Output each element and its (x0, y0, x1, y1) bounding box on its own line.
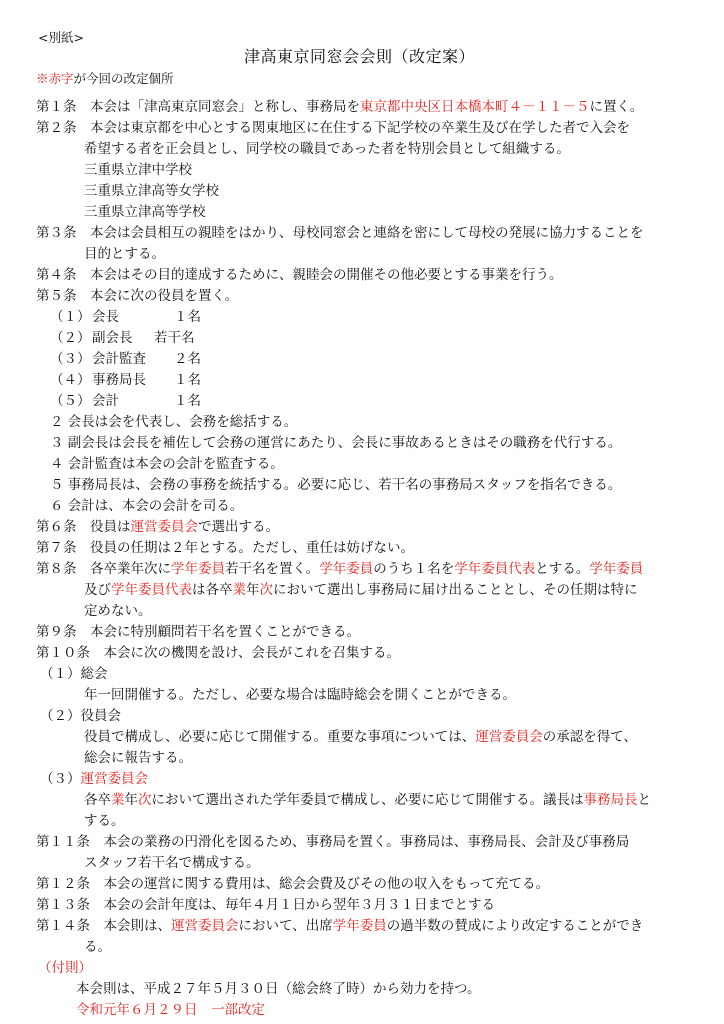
article-10-head: 第１０条 本会に次の機関を設け、会長がこれを召集する。 (36, 645, 400, 661)
body-officers-meeting-line-1 (84, 728, 637, 747)
text-span: 若干名を置く。 (225, 561, 320, 577)
officer-num: （５） (50, 393, 91, 409)
office-address: 東京都中央区日本橋本町４－１１－５ (360, 99, 590, 115)
red-text-span: 業 (232, 582, 246, 598)
article-1 (36, 98, 643, 117)
article-14-line-2: る。 (84, 939, 111, 955)
article-6 (36, 518, 279, 537)
text-span: 第８条 各卒業年次に (36, 561, 171, 577)
red-text-span: 学年委員 (171, 561, 225, 577)
article-4: 第４条 本会はその目的達成するために、親睦会の開催その他必要とする事業を行う。 (36, 267, 563, 283)
text-span: 年 (124, 792, 138, 808)
text-span: のうち１名を (373, 561, 455, 577)
red-text-span: 事務局長 (583, 792, 638, 808)
article-7: 第７条 役員の任期は２年とする。ただし、重任は妨げない。 (36, 540, 414, 556)
text-span: 第６条 役員は (36, 519, 131, 535)
officer-role: 会計監査 (92, 351, 146, 367)
article-1-end: に置く。 (589, 99, 644, 115)
article-1-text: 第１条 本会は「津高東京同窓会」と称し、事務局を (36, 99, 360, 115)
text-span: とする。 (535, 561, 590, 577)
officer-num: （３） (50, 351, 91, 367)
red-text-span: 学年委員 (589, 561, 644, 577)
school-item: 三重県立津中学校 (84, 162, 192, 178)
text-span: 年 (246, 582, 260, 598)
body-steering-committee (40, 770, 148, 789)
article-5-head: 第５条 本会に次の役員を置く。 (36, 288, 239, 304)
text-span: において選出された学年委員で構成し、必要に応じて開催する。議長は (151, 792, 584, 808)
body-general-assembly-text: 年一回開催する。ただし、必要な場合は臨時総会を開くことができる。 (84, 687, 516, 703)
article-8-line-1 (36, 560, 643, 579)
officer-role: 会長 (92, 309, 119, 325)
text-span: 第１４条 本会則は、 (36, 918, 171, 934)
officer-num: （２） (50, 330, 91, 346)
effective-date: 本会則は、平成２７年５月３０日（総会終了時）から効力を持つ。 (76, 981, 481, 997)
text-span: 各卒 (84, 792, 111, 808)
red-text-span: 運営委員会 (130, 519, 198, 535)
red-text-marker: ※赤字 (36, 71, 74, 86)
article-5-clause: ３ 副会長は会長を補佐して会務の運営にあたり、会長に事故あるときはその職務を代行する。 (50, 435, 622, 451)
article-13: 第１３条 本会の会計年度は、毎年４月１日から翌年３月３１日までとする (36, 897, 495, 913)
officer-role: 会計 (92, 393, 119, 409)
text-span: 及び (84, 582, 111, 598)
article-9: 第９条 本会に特別顧問若干名を置くことができる。 (36, 624, 360, 640)
officer-num: （１） (50, 309, 91, 325)
amendment-date: 令和元年６月２９日 一部改定 (76, 1002, 265, 1018)
red-text-span: 次 (138, 792, 152, 808)
page-title: 津高東京同窓会会則（改定案） (244, 47, 476, 66)
body-steering-committee-line-1 (84, 791, 651, 810)
body-general-assembly: （１）総会 (40, 666, 108, 682)
officer-count: １名 (174, 393, 201, 409)
supplementary-heading: （付則） (38, 960, 92, 976)
article-3-line-2: 目的とする。 (84, 246, 165, 262)
red-text-span: 業 (111, 792, 125, 808)
article-5-clause: ６ 会計は、本会の会計を司る。 (50, 498, 244, 514)
article-14-line-1 (36, 917, 643, 936)
officer-count: ２名 (174, 351, 201, 367)
officer-num: （４） (50, 372, 91, 388)
text-span: （３） (40, 771, 81, 787)
red-text-span: 運営委員会 (475, 729, 543, 745)
article-2-line-1: 第２条 本会は東京都を中心とする関東地区に在住する下記学校の卒業生及び在学した者で入会を (36, 120, 630, 136)
text-span: 役員で構成し、必要に応じて開催する。重要な事項については、 (84, 729, 476, 745)
red-text-span: 学年委員代表 (454, 561, 536, 577)
article-5-clause: ２ 会長は会を代表し、会務を総括する。 (50, 414, 298, 430)
text-span: において選出し事務局に届け出ることとし、その任期は特に (273, 582, 638, 598)
text-span: において、出席 (238, 918, 333, 934)
school-item: 三重県立津高等女学校 (84, 183, 219, 199)
red-text-span: 次 (259, 582, 273, 598)
officer-count: １名 (174, 372, 201, 388)
officer-count: １名 (174, 309, 201, 325)
text-span: と (637, 792, 651, 808)
body-officers-meeting: （２）役員会 (40, 708, 121, 724)
revision-note-text: が今回の改定個所 (73, 71, 174, 86)
text-span: は各卒 (192, 582, 233, 598)
article-12: 第１２条 本会の運営に関する費用は、総会会費及びその他の収入をもって充てる。 (36, 876, 549, 892)
red-text-span: 運営委員会 (171, 918, 239, 934)
red-text-span: 学年委員代表 (111, 582, 192, 598)
red-text-span: 学年委員 (319, 561, 374, 577)
red-text-span: 学年委員 (332, 918, 387, 934)
officer-role: 副会長 (92, 330, 133, 346)
red-text-span: 運営委員会 (80, 771, 148, 787)
annex-label: <別紙> (38, 30, 84, 45)
body-steering-committee-line-2: する。 (84, 813, 125, 829)
text-span: で選出する。 (198, 519, 279, 535)
article-8-line-2 (84, 581, 638, 600)
school-item: 三重県立津高等学校 (84, 204, 206, 220)
article-8-line-3: 定めない。 (84, 603, 152, 619)
article-2-line-2: 希望する者を正会員とし、同学校の職員であった者を特別会員として組織する。 (84, 141, 570, 157)
revision-note (36, 69, 174, 88)
body-officers-meeting-line-2: 総会に報告する。 (84, 750, 192, 766)
article-5-clause: ５ 事務局長は、会務の事務を統括する。必要に応じ、若干名の事務局スタッフを指名できる。 (50, 477, 622, 493)
article-5-clause: ４ 会計監査は本会の会計を監査する。 (50, 456, 284, 472)
article-3-line-1: 第３条 本会は会員相互の親睦をはかり、母校同窓会と連絡を密にして母校の発展に協力することを (36, 225, 644, 241)
article-11-line-1: 第１１条 本会の業務の円滑化を図るため、事務局を置く。事務局は、事務局長、会計及び事務局 (36, 834, 630, 850)
officer-role: 事務局長 (92, 372, 146, 388)
officer-count: 若干名 (154, 330, 195, 346)
text-span: の承認を得て、 (542, 729, 637, 745)
text-span: の過半数の賛成により改定することができ (386, 918, 644, 934)
article-11-line-2: スタッフ若干名で構成する。 (84, 855, 260, 871)
